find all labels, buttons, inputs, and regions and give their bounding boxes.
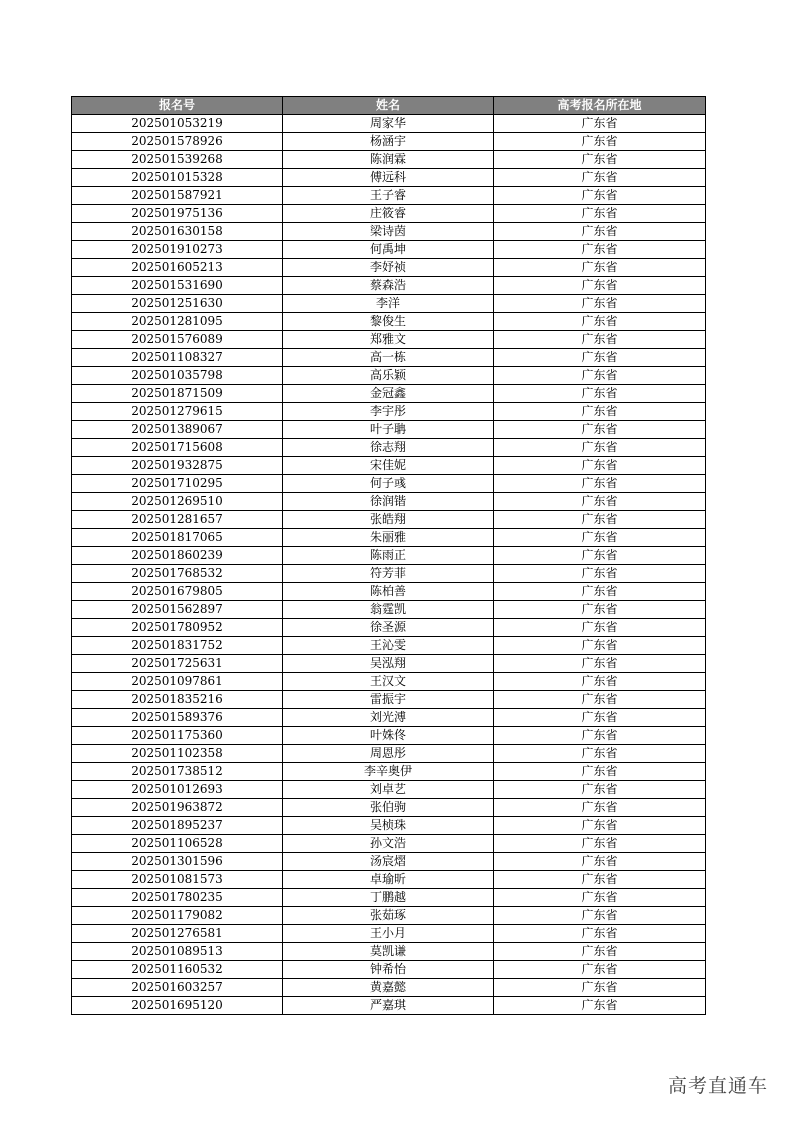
cell-name: 何子彧: [283, 475, 494, 493]
cell-name: 高一栋: [283, 349, 494, 367]
cell-name: 刘光溥: [283, 709, 494, 727]
cell-name: 朱丽雅: [283, 529, 494, 547]
table-row: [72, 727, 706, 745]
cell-registration-location: 广东省: [494, 601, 706, 619]
table-row: [72, 997, 706, 1015]
cell-name: 莫凯谦: [283, 943, 494, 961]
table-row: [72, 817, 706, 835]
table-row: [72, 385, 706, 403]
cell-registration-location: 广东省: [494, 151, 706, 169]
cell-registration-number: 202501160532: [72, 961, 283, 979]
cell-registration-number: 202501269510: [72, 493, 283, 511]
cell-name: 蔡森浩: [283, 277, 494, 295]
cell-name: 李宇彤: [283, 403, 494, 421]
cell-name: 王小月: [283, 925, 494, 943]
cell-registration-location: 广东省: [494, 133, 706, 151]
table-row: [72, 277, 706, 295]
cell-registration-number: 202501035798: [72, 367, 283, 385]
table-row: [72, 259, 706, 277]
cell-registration-location: 广东省: [494, 403, 706, 421]
cell-registration-location: 广东省: [494, 475, 706, 493]
cell-name: 杨涵宇: [283, 133, 494, 151]
cell-registration-location: 广东省: [494, 457, 706, 475]
cell-name: 黎俊生: [283, 313, 494, 331]
cell-registration-location: 广东省: [494, 889, 706, 907]
cell-registration-number: 202501576089: [72, 331, 283, 349]
table-row: [72, 529, 706, 547]
table-row: [72, 619, 706, 637]
table-row: [72, 637, 706, 655]
cell-name: 刘卓艺: [283, 781, 494, 799]
table-row: [72, 907, 706, 925]
cell-registration-number: 202501910273: [72, 241, 283, 259]
cell-registration-number: 202501963872: [72, 799, 283, 817]
cell-name: 金冠鑫: [283, 385, 494, 403]
cell-registration-number: 202501389067: [72, 421, 283, 439]
cell-registration-number: 202501768532: [72, 565, 283, 583]
table-row: [72, 151, 706, 169]
table-row: [72, 601, 706, 619]
cell-registration-number: 202501539268: [72, 151, 283, 169]
cell-name: 叶子聃: [283, 421, 494, 439]
cell-registration-location: 广东省: [494, 295, 706, 313]
table-row: [72, 943, 706, 961]
cell-registration-number: 202501630158: [72, 223, 283, 241]
table-row: [72, 781, 706, 799]
watermark-text: 高考直通车: [667, 1075, 768, 1097]
cell-name: 王汉文: [283, 673, 494, 691]
cell-name: 吴泓翔: [283, 655, 494, 673]
cell-registration-number: 202501895237: [72, 817, 283, 835]
cell-name: 宋佳妮: [283, 457, 494, 475]
cell-name: 张伯驹: [283, 799, 494, 817]
cell-registration-number: 202501108327: [72, 349, 283, 367]
cell-name: 何禹坤: [283, 241, 494, 259]
table-row: [72, 691, 706, 709]
cell-registration-location: 广东省: [494, 997, 706, 1015]
cell-registration-location: 广东省: [494, 691, 706, 709]
cell-registration-number: 202501102358: [72, 745, 283, 763]
table-row: [72, 655, 706, 673]
cell-registration-location: 广东省: [494, 439, 706, 457]
cell-registration-number: 202501679805: [72, 583, 283, 601]
cell-registration-location: 广东省: [494, 205, 706, 223]
cell-registration-location: 广东省: [494, 673, 706, 691]
cell-name: 雷振宇: [283, 691, 494, 709]
registration-table: [71, 96, 706, 1015]
cell-registration-location: 广东省: [494, 367, 706, 385]
cell-name: 孙文浩: [283, 835, 494, 853]
cell-registration-number: 202501279615: [72, 403, 283, 421]
cell-registration-location: 广东省: [494, 565, 706, 583]
cell-registration-location: 广东省: [494, 817, 706, 835]
cell-registration-location: 广东省: [494, 781, 706, 799]
cell-name: 徐圣源: [283, 619, 494, 637]
cell-name: 陈润霖: [283, 151, 494, 169]
cell-registration-number: 202501932875: [72, 457, 283, 475]
table-row: [72, 439, 706, 457]
table-row: [72, 367, 706, 385]
cell-registration-number: 202501860239: [72, 547, 283, 565]
cell-registration-number: 202501106528: [72, 835, 283, 853]
cell-registration-location: 广东省: [494, 619, 706, 637]
cell-registration-number: 202501015328: [72, 169, 283, 187]
cell-registration-number: 202501725631: [72, 655, 283, 673]
cell-registration-location: 广东省: [494, 763, 706, 781]
table-row: [72, 349, 706, 367]
cell-name: 李妤祯: [283, 259, 494, 277]
cell-registration-location: 广东省: [494, 277, 706, 295]
cell-name: 郑雅文: [283, 331, 494, 349]
cell-registration-number: 202501831752: [72, 637, 283, 655]
header-name: 姓名: [283, 97, 494, 115]
cell-registration-location: 广东省: [494, 925, 706, 943]
cell-registration-location: 广东省: [494, 943, 706, 961]
table-row: [72, 709, 706, 727]
cell-registration-location: 广东省: [494, 331, 706, 349]
table-row: [72, 925, 706, 943]
cell-name: 李辛奥伊: [283, 763, 494, 781]
cell-registration-number: 202501871509: [72, 385, 283, 403]
cell-registration-location: 广东省: [494, 745, 706, 763]
table-header-row: [72, 97, 706, 115]
cell-registration-location: 广东省: [494, 241, 706, 259]
table-row: [72, 331, 706, 349]
table-row: [72, 565, 706, 583]
cell-registration-number: 202501053219: [72, 115, 283, 133]
cell-registration-location: 广东省: [494, 187, 706, 205]
table-row: [72, 241, 706, 259]
cell-name: 高乐颖: [283, 367, 494, 385]
cell-registration-number: 202501531690: [72, 277, 283, 295]
cell-registration-number: 202501780235: [72, 889, 283, 907]
cell-registration-location: 广东省: [494, 223, 706, 241]
table-row: [72, 547, 706, 565]
cell-registration-number: 202501578926: [72, 133, 283, 151]
cell-registration-number: 202501715608: [72, 439, 283, 457]
table-row: [72, 979, 706, 997]
cell-registration-location: 广东省: [494, 169, 706, 187]
cell-registration-location: 广东省: [494, 835, 706, 853]
cell-registration-location: 广东省: [494, 493, 706, 511]
table-row: [72, 799, 706, 817]
cell-registration-location: 广东省: [494, 637, 706, 655]
table-row: [72, 313, 706, 331]
cell-registration-number: 202501562897: [72, 601, 283, 619]
cell-registration-number: 202501012693: [72, 781, 283, 799]
cell-name: 符芳菲: [283, 565, 494, 583]
cell-registration-location: 广东省: [494, 979, 706, 997]
cell-registration-number: 202501817065: [72, 529, 283, 547]
cell-registration-number: 202501780952: [72, 619, 283, 637]
cell-name: 周恩彤: [283, 745, 494, 763]
cell-name: 卓瑜昕: [283, 871, 494, 889]
table-row: [72, 115, 706, 133]
table-row: [72, 187, 706, 205]
cell-registration-location: 广东省: [494, 115, 706, 133]
cell-name: 翁霆凯: [283, 601, 494, 619]
cell-registration-number: 202501710295: [72, 475, 283, 493]
cell-name: 梁诗茵: [283, 223, 494, 241]
table-row: [72, 475, 706, 493]
cell-registration-location: 广东省: [494, 385, 706, 403]
cell-registration-number: 202501081573: [72, 871, 283, 889]
cell-name: 黄嘉懿: [283, 979, 494, 997]
cell-registration-location: 广东省: [494, 349, 706, 367]
cell-registration-number: 202501605213: [72, 259, 283, 277]
cell-registration-number: 202501603257: [72, 979, 283, 997]
table-row: [72, 223, 706, 241]
table-row: [72, 169, 706, 187]
cell-name: 丁鹏越: [283, 889, 494, 907]
cell-name: 陈雨正: [283, 547, 494, 565]
cell-registration-number: 202501097861: [72, 673, 283, 691]
table-row: [72, 457, 706, 475]
cell-name: 张茹琢: [283, 907, 494, 925]
cell-registration-location: 广东省: [494, 727, 706, 745]
cell-registration-location: 广东省: [494, 511, 706, 529]
cell-registration-location: 广东省: [494, 709, 706, 727]
cell-name: 庄筱睿: [283, 205, 494, 223]
cell-registration-location: 广东省: [494, 313, 706, 331]
cell-registration-number: 202501975136: [72, 205, 283, 223]
cell-name: 徐润锴: [283, 493, 494, 511]
cell-name: 吴桢珠: [283, 817, 494, 835]
cell-registration-location: 广东省: [494, 799, 706, 817]
cell-name: 陈柏善: [283, 583, 494, 601]
table-row: [72, 835, 706, 853]
table-row: [72, 583, 706, 601]
cell-registration-location: 广东省: [494, 529, 706, 547]
table-row: [72, 961, 706, 979]
cell-name: 周家华: [283, 115, 494, 133]
cell-registration-location: 广东省: [494, 871, 706, 889]
cell-registration-number: 202501587921: [72, 187, 283, 205]
cell-registration-location: 广东省: [494, 655, 706, 673]
cell-registration-location: 广东省: [494, 907, 706, 925]
cell-registration-number: 202501301596: [72, 853, 283, 871]
cell-registration-number: 202501281095: [72, 313, 283, 331]
cell-registration-number: 202501179082: [72, 907, 283, 925]
cell-name: 李洋: [283, 295, 494, 313]
cell-registration-number: 202501175360: [72, 727, 283, 745]
cell-registration-number: 202501835216: [72, 691, 283, 709]
cell-registration-number: 202501738512: [72, 763, 283, 781]
table-row: [72, 763, 706, 781]
cell-registration-number: 202501281657: [72, 511, 283, 529]
cell-name: 王子睿: [283, 187, 494, 205]
cell-name: 叶姝佟: [283, 727, 494, 745]
cell-name: 王沁雯: [283, 637, 494, 655]
cell-registration-location: 广东省: [494, 961, 706, 979]
table-row: [72, 421, 706, 439]
table-body: [72, 115, 706, 1015]
table-row: [72, 511, 706, 529]
table-row: [72, 889, 706, 907]
table-row: [72, 205, 706, 223]
table-row: [72, 871, 706, 889]
cell-name: 傅远科: [283, 169, 494, 187]
table-row: [72, 133, 706, 151]
table-row: [72, 295, 706, 313]
table-row: [72, 673, 706, 691]
header-registration-number: 报名号: [72, 97, 283, 115]
cell-registration-location: 广东省: [494, 583, 706, 601]
table-row: [72, 403, 706, 421]
header-registration-location: 高考报名所在地: [494, 97, 706, 115]
cell-registration-number: 202501251630: [72, 295, 283, 313]
table-row: [72, 493, 706, 511]
cell-name: 汤宸熠: [283, 853, 494, 871]
cell-registration-number: 202501276581: [72, 925, 283, 943]
table-row: [72, 745, 706, 763]
cell-name: 张皓翔: [283, 511, 494, 529]
cell-registration-number: 202501589376: [72, 709, 283, 727]
cell-name: 徐志翔: [283, 439, 494, 457]
cell-registration-number: 202501695120: [72, 997, 283, 1015]
cell-registration-number: 202501089513: [72, 943, 283, 961]
cell-registration-location: 广东省: [494, 853, 706, 871]
cell-registration-location: 广东省: [494, 259, 706, 277]
cell-registration-location: 广东省: [494, 547, 706, 565]
cell-registration-location: 广东省: [494, 421, 706, 439]
cell-name: 严嘉琪: [283, 997, 494, 1015]
table-row: [72, 853, 706, 871]
cell-name: 钟希怡: [283, 961, 494, 979]
